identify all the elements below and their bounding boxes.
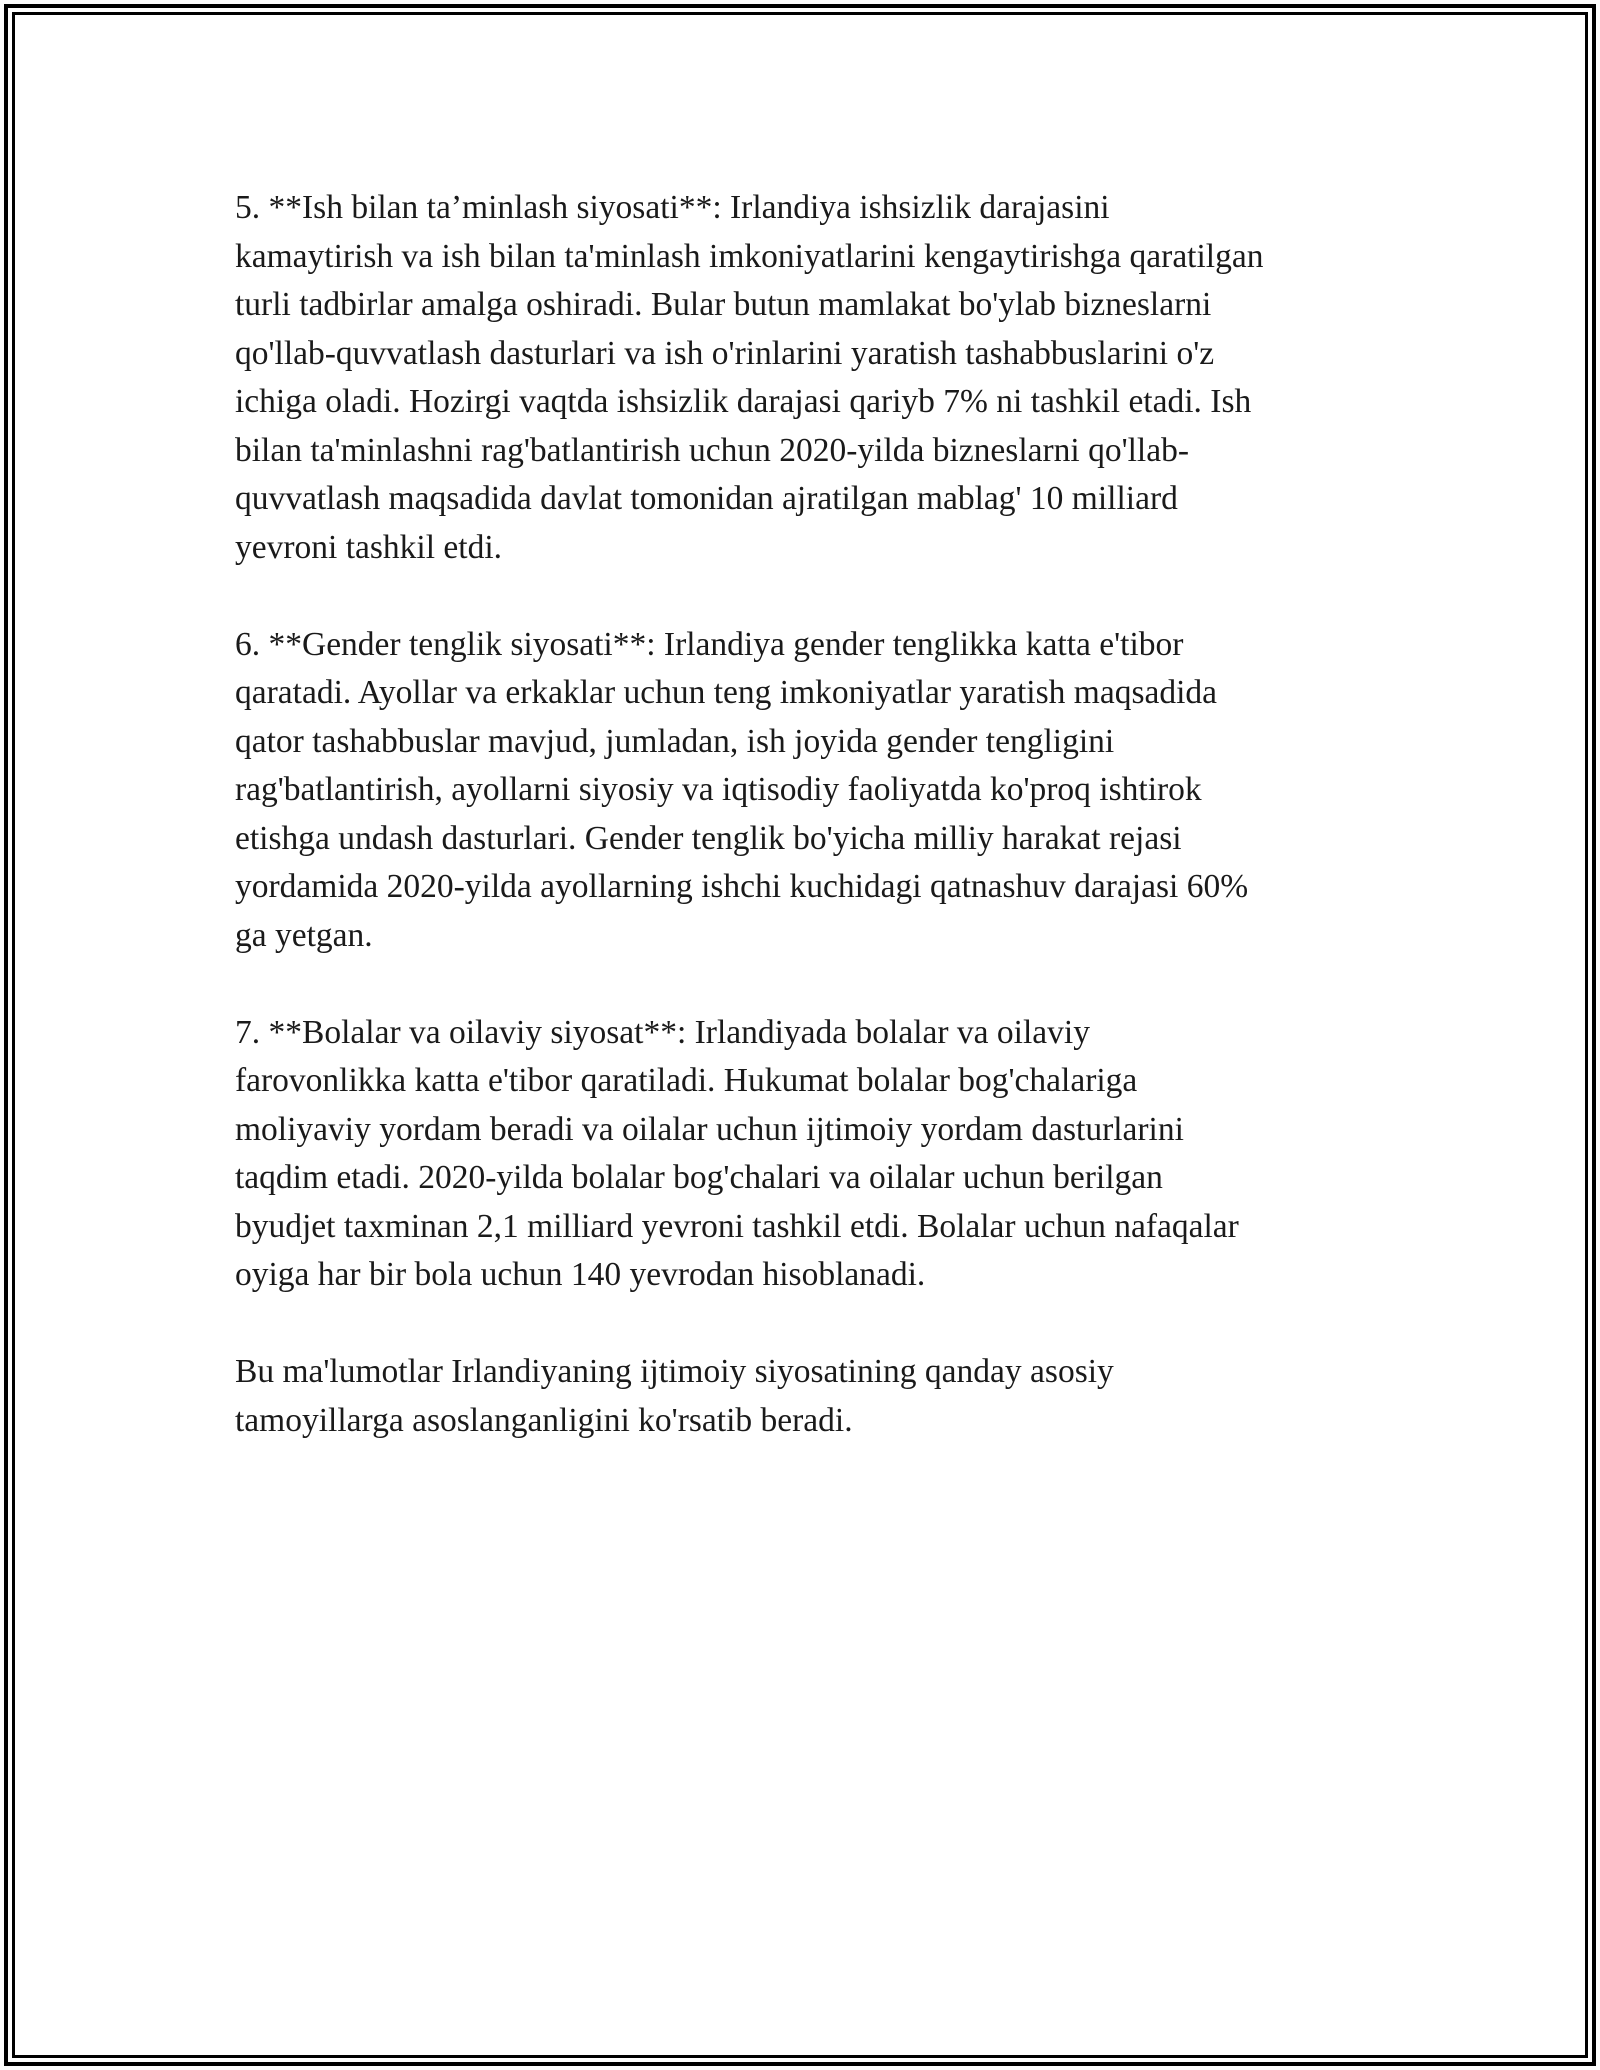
- text-line: 7. **Bolalar va oilaviy siyosat**: Irlandiyada bolalar va oilaviy: [235, 1013, 1090, 1051]
- text-line: farovonlikka katta e'tibor qaratiladi. Hukumat bolalar bog'chalariga: [235, 1062, 1138, 1099]
- text-line: turli tadbirlar amalga oshiradi. Bular butun mamlakat bo'ylab bizneslarni: [235, 286, 1212, 323]
- text-line: ga yetgan.: [235, 916, 373, 954]
- text-line: oyiga har bir bola uchun 140 yevrodan hisoblanadi.: [235, 1256, 926, 1293]
- text-line: byudjet taxminan 2,1 milliard yevroni tashkil etdi. Bolalar uchun nafaqalar: [235, 1207, 1239, 1245]
- text-line: 5. **Ish bilan ta’minlash siyosati**: Irlandiya ishsizlik darajasini: [235, 189, 1110, 226]
- text-line: Bu ma'lumotlar Irlandiyaning ijtimoiy siyosatining qanday asosiy: [235, 1353, 1114, 1390]
- document-body: [235, 184, 1385, 1494]
- paragraph-employment-policy: [235, 184, 1385, 572]
- text-line: taqdim etadi. 2020-yilda bolalar bog'chalari va oilalar uchun berilgan: [235, 1159, 1163, 1196]
- paragraph-family-policy: [235, 1009, 1385, 1300]
- text-line: tamoyillarga asoslanganligini ko'rsatib beradi.: [235, 1401, 853, 1439]
- text-line: ichiga oladi. Hozirgi vaqtda ishsizlik darajasi qariyb 7% ni tashkil etadi. Ish: [235, 383, 1252, 420]
- text-line: bilan ta'minlashni rag'batlantirish uchun 2020-yilda bizneslarni qo'llab-: [235, 431, 1190, 469]
- text-line: 6. **Gender tenglik siyosati**: Irlandiya gender tenglikka katta e'tibor: [235, 625, 1184, 663]
- paragraph-gender-equality-policy: [235, 621, 1385, 961]
- paragraph-conclusion: [235, 1348, 1385, 1445]
- text-line: quvvatlash maqsadida davlat tomonidan ajratilgan mablag' 10 milliard: [235, 480, 1178, 517]
- text-line: etishga undash dasturlari. Gender tenglik bo'yicha milliy harakat rejasi: [235, 819, 1182, 857]
- text-line: qo'llab-quvvatlash dasturlari va ish o'rinlarini yaratish tashabbuslarini o'z: [235, 334, 1215, 372]
- text-line: qaratadi. Ayollar va erkaklar uchun teng imkoniyatlar yaratish maqsadida: [235, 674, 1218, 711]
- text-line: yordamida 2020-yilda ayollarning ishchi kuchidagi qatnashuv darajasi 60%: [235, 868, 1249, 905]
- text-line: qator tashabbuslar mavjud, jumladan, ish joyida gender tengligini: [235, 722, 1115, 760]
- text-line: kamaytirish va ish bilan ta'minlash imkoniyatlarini kengaytirishga qaratilgan: [235, 237, 1264, 275]
- text-line: yevroni tashkil etdi.: [235, 528, 503, 566]
- text-line: moliyaviy yordam beradi va oilalar uchun ijtimoiy yordam dasturlarini: [235, 1110, 1184, 1148]
- text-line: rag'batlantirish, ayollarni siyosiy va iqtisodiy faoliyatda ko'proq ishtirok: [235, 771, 1202, 808]
